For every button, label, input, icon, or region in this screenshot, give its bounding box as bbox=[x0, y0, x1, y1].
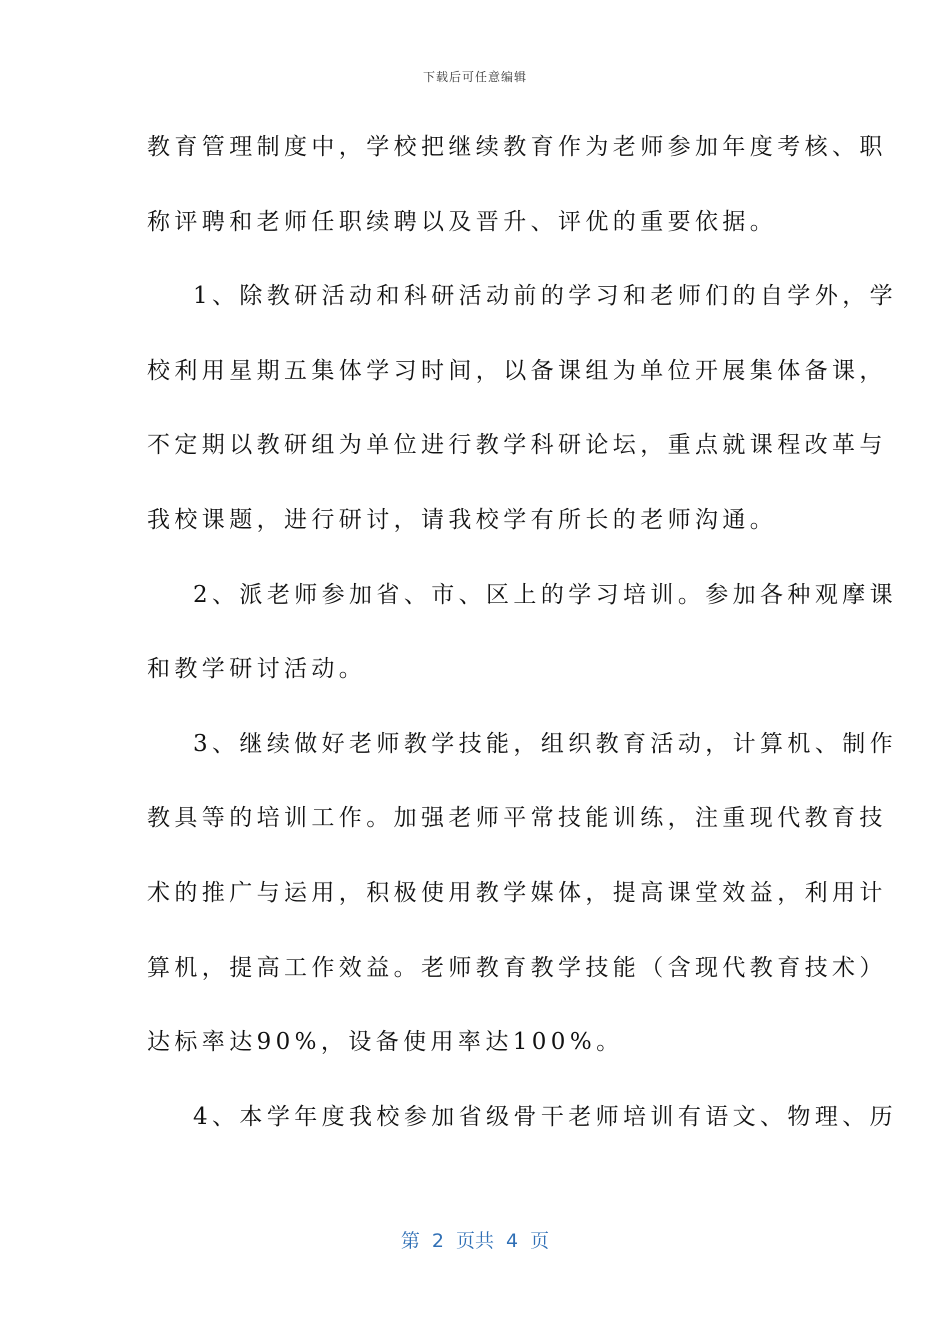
document-body bbox=[147, 110, 898, 1154]
page-label-prefix: 第 bbox=[400, 1230, 420, 1252]
page-number-footer bbox=[0, 1226, 950, 1253]
body-line: 和教学研讨活动。 bbox=[147, 656, 367, 683]
current-page-number: 2 bbox=[431, 1230, 444, 1252]
page-header-note: 下载后可任意编辑 bbox=[422, 70, 527, 84]
body-line: 校利用星期五集体学习时间，以备课组为单位开展集体备课， bbox=[147, 357, 887, 384]
body-line: 达标率达90%，设备使用率达100%。 bbox=[147, 1029, 624, 1056]
body-line: 1、除教研活动和科研活动前的学习和老师们的自学外，学 bbox=[193, 283, 898, 310]
body-line: 我校课题，进行研讨，请我校学有所长的老师沟通。 bbox=[147, 506, 778, 533]
body-line: 2、派老师参加省、市、区上的学习培训。参加各种观摩课 bbox=[193, 581, 898, 608]
body-line: 称评聘和老师任职续聘以及晋升、评优的重要依据。 bbox=[147, 208, 778, 235]
body-line: 教具等的培训工作。加强老师平常技能训练，注重现代教育技 bbox=[147, 805, 887, 832]
body-line: 3、继续做好老师教学技能，组织教育活动，计算机、制作 bbox=[193, 730, 898, 757]
body-line: 术的推广与运用，积极使用教学媒体，提高课堂效益，利用计 bbox=[147, 879, 887, 906]
page-label-middle: 页共 bbox=[455, 1230, 494, 1252]
body-line: 算机，提高工作效益。老师教育教学技能（含现代教育技术） bbox=[147, 954, 887, 981]
body-line: 不定期以教研组为单位进行教学科研论坛，重点就课程改革与 bbox=[147, 432, 887, 459]
total-page-count: 4 bbox=[506, 1230, 519, 1252]
body-line: 4、本学年度我校参加省级骨干老师培训有语文、物理、历 bbox=[193, 1103, 898, 1130]
body-line: 教育管理制度中，学校把继续教育作为老师参加年度考核、职 bbox=[147, 134, 887, 160]
page-label-suffix: 页 bbox=[530, 1230, 550, 1252]
